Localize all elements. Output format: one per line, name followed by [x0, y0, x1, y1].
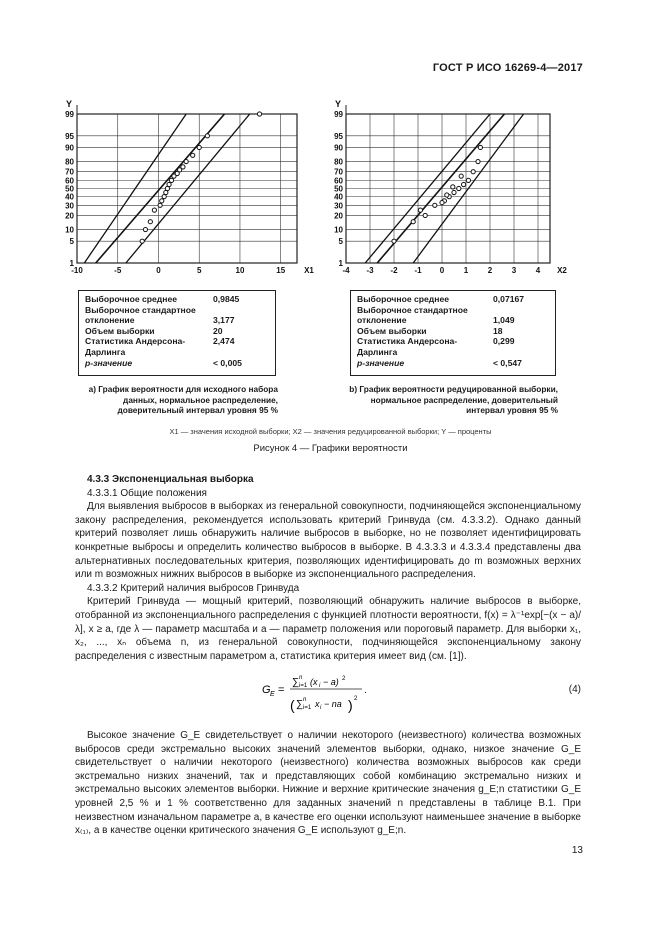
x-tick-label: 1	[463, 266, 469, 275]
y-tick-label: 5	[338, 237, 343, 247]
stats-box-right: Выборочное среднее 0,07167 Выборочное стандартное отклонение 1,049 Объем выборки 18 Статистика Андерсона-Дарлинга 0,299 p-значение < 0,547	[350, 290, 556, 376]
document-id: ГОСТ Р ИСО 16269-4—2017	[432, 62, 583, 74]
y-axis-label: Y	[65, 99, 73, 109]
data-point	[162, 195, 166, 199]
section-heading: 4.3.3 Экспоненциальная выборка	[87, 474, 254, 485]
data-point	[440, 200, 444, 204]
y-tick-label: 10	[65, 225, 74, 235]
svg-text:n: n	[299, 675, 303, 681]
y-tick-label: 30	[65, 201, 74, 211]
y-tick-label: 95	[334, 131, 343, 141]
data-point	[471, 170, 475, 174]
data-point	[392, 239, 396, 243]
data-point	[433, 203, 437, 207]
y-tick-label: 60	[334, 176, 343, 186]
formula-greenwood	[262, 671, 382, 717]
data-point	[152, 208, 156, 212]
svg-text:(x: (x	[310, 677, 318, 687]
y-tick-label: 50	[65, 184, 74, 194]
figure-title: Рисунок 4 — Графики вероятности	[253, 443, 408, 454]
x-tick-label: -4	[342, 266, 350, 275]
data-point	[205, 134, 209, 138]
svg-text:x: x	[315, 699, 320, 709]
svg-text:i=1: i=1	[303, 705, 312, 711]
svg-text:=: =	[278, 684, 285, 696]
paragraph: Для выявления выбросов в выборках из генеральной совокупности, подчиняющейся экспоненциальному закону распределения, рекомендуется использовать критерий Гринвуда (см. 4.3.3.2). Однако данный критерий позволяет лишь обнаружить наличие выбросов в выборке, но не позволяет идентифицировать конкретные выбросы и определить количество выбросов в выборке. В 4.3.3.3 и 4.3.3.4 представлены два альтернативных последовательных критерия, позволяющих идентифицировать до m возможных верхних или m возможных нижних выбросов в выборке из экспоненциального распределения.	[75, 501, 581, 581]
x-tick-label: 4	[535, 266, 541, 275]
data-point	[478, 145, 482, 149]
x-tick-label: -2	[390, 266, 398, 275]
data-point	[466, 178, 470, 182]
probability-plot-right	[330, 90, 580, 285]
data-point	[160, 199, 164, 203]
x-axis-label: X2	[557, 266, 567, 275]
data-point	[459, 174, 463, 178]
data-point	[423, 213, 427, 217]
y-tick-label: 50	[334, 184, 343, 194]
y-tick-label: 70	[334, 167, 343, 177]
x-tick-label: -3	[366, 266, 374, 275]
data-point	[184, 159, 188, 163]
stats-box-left: Выборочное среднее 0,9845 Выборочное стандартное отклонение 3,177 Объем выборки 20 Статистика Андерсона-Дарлинга 2,474 p-значение < 0,005	[78, 290, 276, 376]
y-tick-label: 30	[334, 201, 343, 211]
y-tick-label: 1	[69, 259, 74, 268]
paragraph: Критерий Гринвуда — мощный критерий, позволяющий обнаружить наличие выбросов в выборке, отобранной из экспоненциального распределения с функцией плотности вероятности, f(x) = λ⁻¹exp[−(x − a)/λ], x ≥ a, где λ — параметр масштаба и a — параметр положения или пороговый параметр. Для выборки x₁, x₂, ..., xₙ объема n, из генеральной совокупности, подчиняющейся экспоненциальному закону распределения с известным параметром a, статистика критерия имеет вид (см. [1]).	[75, 596, 581, 662]
y-tick-label: 60	[65, 176, 74, 186]
data-point	[411, 220, 415, 224]
data-point	[148, 220, 152, 224]
x-tick-label: 10	[235, 266, 245, 275]
x-axis-label: X1	[304, 266, 314, 275]
svg-text:2: 2	[354, 696, 358, 702]
y-tick-label: 20	[65, 211, 74, 221]
data-point	[197, 145, 201, 149]
subsection-heading: 4.3.3.1 Общие положения	[87, 487, 207, 499]
svg-text:∑: ∑	[296, 699, 304, 710]
y-tick-label: 90	[65, 143, 74, 153]
y-tick-label: 70	[65, 167, 74, 177]
y-tick-label: 5	[69, 237, 74, 247]
y-tick-label: 99	[334, 110, 343, 119]
figure-legend: X1 — значения исходной выборки; X2 — значения редуцированной выборки; Y — проценты	[169, 427, 492, 436]
subsection-heading: 4.3.3.2 Критерий наличия выбросов Гринвуда	[87, 582, 300, 594]
data-point	[181, 165, 185, 169]
svg-text:i: i	[319, 683, 321, 689]
svg-text:G: G	[262, 684, 271, 696]
x-tick-label: 3	[511, 266, 517, 275]
x-tick-label: 5	[196, 266, 202, 275]
page-number: 13	[571, 845, 583, 856]
y-tick-label: 80	[65, 157, 74, 167]
probability-plot-left	[60, 90, 314, 285]
svg-text:.: .	[364, 685, 367, 696]
data-point	[476, 159, 480, 163]
body-text	[75, 473, 581, 663]
caption-left: а) График вероятности для исходного набора данных, нормальное распределение, доверительный интервал уровня 95 %	[88, 384, 278, 415]
svg-text:n: n	[303, 697, 307, 703]
y-tick-label: 90	[334, 143, 343, 153]
data-point	[457, 186, 461, 190]
data-point	[452, 190, 456, 194]
svg-text:E: E	[270, 691, 275, 698]
y-tick-label: 1	[338, 259, 343, 268]
y-tick-label: 80	[334, 157, 343, 167]
x-tick-label: 15	[276, 266, 286, 275]
x-tick-label: -1	[414, 266, 422, 275]
formula-number: (4)	[568, 684, 581, 695]
x-tick-label: 0	[156, 266, 161, 275]
y-tick-label: 10	[334, 225, 343, 235]
data-point	[140, 239, 144, 243]
svg-text:− a): − a)	[323, 677, 339, 687]
data-point	[191, 153, 195, 157]
y-tick-label: 95	[65, 131, 74, 141]
x-tick-label: 2	[487, 266, 493, 275]
svg-text:): )	[348, 697, 353, 713]
data-point	[451, 185, 455, 189]
data-point	[169, 178, 173, 182]
svg-text:i: i	[320, 705, 322, 711]
y-tick-label: 40	[334, 192, 343, 202]
data-point	[418, 208, 422, 212]
y-axis-label: Y	[334, 99, 342, 109]
svg-text:(: (	[290, 697, 295, 713]
paragraph: Высокое значение G_E свидетельствует о наличии некоторого (неизвестного) количества возможных выбросов среди экстремально высоких значений элементов выборки, однако, низкое значение G_E свидетельствует о наличии некоторого (неизвестного) количества возможных выбросов как среди экстремально низких значений, так и представляющих собой комбинацию экстремально низких и экстремально высоких элементов выборки. Нижние и верхние критические значения g_E;n статистики G_E уровней 2,5 % и 1 % соответственно для заданных значений n представлены в таблице В.1. При неизвестном изначальном параметре a, в качестве его оценки используют наименьшее значение в выборке x₍₁₎, а в качестве оценки критического значения G_E используют g_E;n.	[75, 730, 581, 837]
x-tick-label: -10	[71, 266, 83, 275]
data-point	[143, 227, 147, 231]
x-tick-label: -5	[114, 266, 122, 275]
data-point	[167, 182, 171, 186]
data-point	[445, 193, 449, 197]
data-point	[158, 203, 162, 207]
data-point	[462, 182, 466, 186]
caption-right: b) График вероятности редуцированной выборки, нормальное распределение, доверительный интервал уровня 95 %	[349, 384, 558, 415]
y-tick-label: 40	[65, 192, 74, 202]
data-point	[257, 112, 261, 116]
x-tick-label: 0	[439, 266, 445, 275]
svg-text:i=1: i=1	[299, 683, 308, 689]
y-tick-label: 99	[65, 110, 74, 119]
svg-text:2: 2	[342, 676, 346, 682]
svg-text:∑: ∑	[292, 677, 300, 688]
y-tick-label: 20	[334, 211, 343, 221]
svg-text:− na: − na	[324, 699, 342, 709]
